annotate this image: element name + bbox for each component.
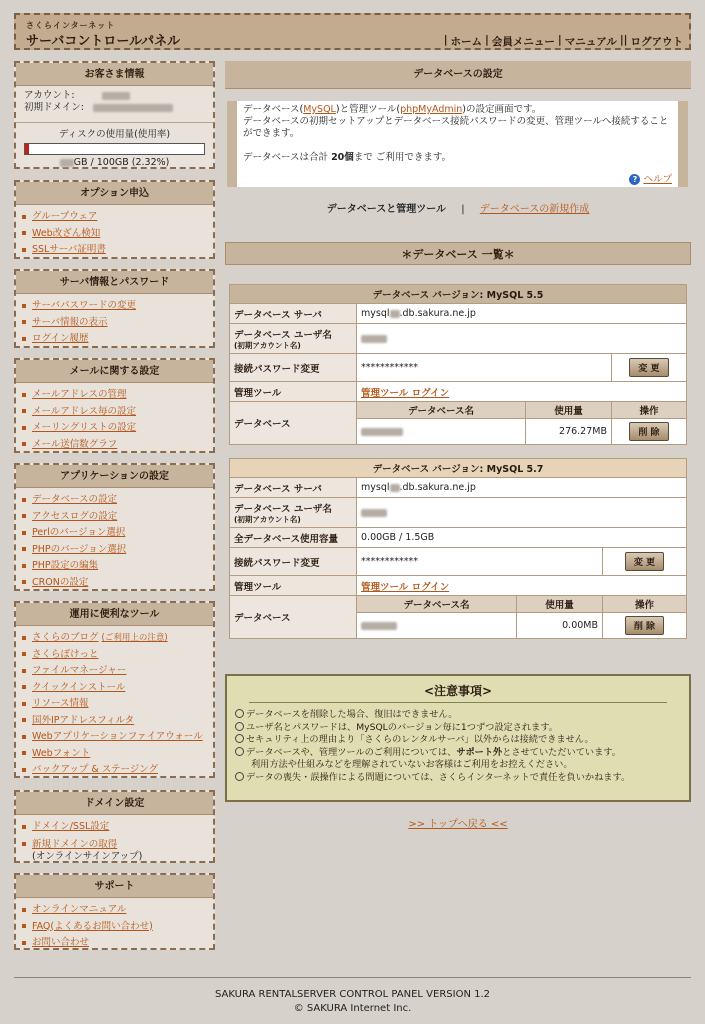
sidebar-item-resource-info[interactable]: リソース情報 bbox=[22, 696, 208, 713]
disk-usage-text: GB / 100GB (2.32%) bbox=[73, 157, 170, 168]
mail-settings-box bbox=[14, 358, 215, 453]
notice-item: データベースを削除した場合、復旧はできません。 bbox=[235, 709, 681, 722]
sidebar-item-waf[interactable]: Webアプリケーションファイアウォール bbox=[22, 729, 208, 746]
db57-pw-label: 接続パスワード変更 bbox=[230, 548, 357, 576]
db57-db-label: データベース bbox=[230, 596, 357, 639]
db55-db-label: データベース bbox=[230, 402, 357, 445]
help-link[interactable]: ? ヘルプ bbox=[629, 174, 672, 186]
phpmyadmin-link[interactable]: phpMyAdmin bbox=[400, 104, 463, 115]
sidebar-item-server-info[interactable]: サーバ情報の表示 bbox=[22, 315, 208, 332]
db55-user-value bbox=[361, 335, 387, 343]
sidebar-item-login-history[interactable]: ログイン履歴 bbox=[22, 331, 208, 348]
tab-db-tools[interactable]: データベースと管理ツール bbox=[326, 204, 447, 215]
db55-tool-label: 管理ツール bbox=[230, 382, 357, 402]
db-table-mysql57: データベース バージョン: MySQL 5.7 データベース サーバ mysql .db.sakura.ne.jp データベース ユーザ名 (初期アカウント名) 全データベース使用容量 0.00GB / 1.5GB 接続パスワード変更 ************ 変 更 管理ツール 管理ツール ログイン データベース データベース名 使用量 操作 0.00MB 削 除 bbox=[229, 458, 687, 639]
footer-copyright: © SAKURA Internet Inc. bbox=[293, 1003, 412, 1014]
db57-col-usage: 使用量 bbox=[517, 596, 603, 613]
sidebar-item-ip-filter[interactable]: 国外IPアドレスフィルタ bbox=[22, 713, 208, 730]
disk-usage-fill bbox=[25, 144, 29, 154]
notice-item: データの喪失・誤操作による問題については、さくらインターネットで責任を負いかねます。 bbox=[235, 772, 681, 785]
db-count: 20個 bbox=[331, 152, 354, 163]
sidebar-item-new-domain[interactable]: 新規ドメインの取得 (オンラインサインアップ) bbox=[22, 836, 208, 862]
sidebar-item-file-manager[interactable]: ファイルマネージャー bbox=[22, 663, 208, 680]
domain-settings-box bbox=[14, 790, 215, 863]
intro-panel: データベース(MySQL)と管理ツール(phpMyAdmin)の設定画面です。 データベースの初期セットアップとデータベース接続パスワードの変更、管理ツールへ接続することができます。 データベースは合計 20個まで ご利用できます。 ? ヘルプ bbox=[227, 101, 688, 187]
domain-value bbox=[93, 104, 173, 112]
db55-pw-value: ************ bbox=[357, 354, 612, 382]
db57-total-value: 0.00GB / 1.5GB bbox=[357, 528, 687, 548]
db57-user-label: データベース ユーザ名 bbox=[234, 504, 332, 515]
support-box bbox=[14, 873, 215, 950]
sidebar-item-server-password[interactable]: サーバパスワードの変更 bbox=[22, 298, 208, 315]
notice-item: セキュリティ上の理由より「さくらのレンタルサーバ」以外からは接続できません。 bbox=[235, 734, 681, 747]
sidebar-item-php-version[interactable]: PHPのバージョン選択 bbox=[22, 542, 208, 559]
db57-tool-label: 管理ツール bbox=[230, 576, 357, 596]
db57-col-op: 操作 bbox=[603, 596, 687, 613]
notice-box bbox=[225, 674, 691, 802]
logo-title: サーバコントロールパネル bbox=[26, 34, 181, 49]
db55-col-name: データベース名 bbox=[357, 402, 526, 419]
info-icon bbox=[235, 709, 244, 718]
sidebar-item-faq[interactable]: FAQ(よくあるお問い合わせ) bbox=[22, 919, 208, 936]
db57-usage: 0.00MB bbox=[517, 613, 603, 639]
sidebar-item-mail-address[interactable]: メールアドレスの管理 bbox=[22, 387, 208, 404]
options-box bbox=[14, 180, 215, 259]
info-icon bbox=[235, 734, 244, 743]
sidebar-item-web-tamper[interactable]: Web改ざん検知 bbox=[22, 226, 208, 243]
db55-pw-label: 接続パスワード変更 bbox=[230, 354, 357, 382]
db57-pw-value: ************ bbox=[357, 548, 603, 576]
db57-col-name: データベース名 bbox=[357, 596, 517, 613]
options-title: オプション申込 bbox=[16, 182, 213, 205]
sidebar-item-pocket[interactable]: さくらぽけっと bbox=[22, 647, 208, 664]
nav-member-menu[interactable]: 会員メニュー bbox=[491, 36, 555, 48]
top-nav: | ホーム | 会員メニュー | マニュアル || ログアウト bbox=[443, 34, 683, 48]
sidebar-item-php-settings[interactable]: PHP設定の編集 bbox=[22, 558, 208, 575]
db55-tool-login-link[interactable]: 管理ツール ログイン bbox=[361, 387, 450, 399]
db-list-title: ＊データベース 一覧＊ bbox=[225, 242, 691, 265]
tools-title: 運用に便利なツール bbox=[16, 603, 213, 626]
db57-tool-login-link[interactable]: 管理ツール ログイン bbox=[361, 581, 450, 593]
sidebar-item-mail-per-address[interactable]: メールアドレス毎の設定 bbox=[22, 404, 208, 421]
blog-note-link[interactable]: (ご利用上の注意) bbox=[101, 633, 168, 643]
sidebar-item-backup[interactable]: バックアップ & ステージング bbox=[22, 762, 208, 779]
sidebar-item-domain-ssl[interactable]: ドメイン/SSL設定 bbox=[22, 819, 208, 836]
db57-change-button[interactable]: 変 更 bbox=[625, 552, 664, 571]
account-label: アカウント: bbox=[24, 90, 75, 101]
sidebar-item-database[interactable]: データベースの設定 bbox=[22, 492, 208, 509]
disk-usage-label: ディスクの使用量(使用率) bbox=[16, 122, 213, 140]
sidebar-item-cron[interactable]: CRONの設定 bbox=[22, 575, 208, 592]
footer bbox=[14, 977, 691, 1016]
db55-server-value: .db.sakura.ne.jp bbox=[399, 308, 476, 319]
customer-info-box bbox=[14, 61, 215, 169]
app-settings-box bbox=[14, 463, 215, 591]
sub-tabs: データベースと管理ツール | データベースの新規作成 bbox=[326, 204, 590, 215]
db57-delete-button[interactable]: 削 除 bbox=[625, 616, 664, 635]
customer-info-title: お客さま情報 bbox=[16, 63, 213, 86]
info-icon bbox=[235, 747, 244, 756]
db57-server-label: データベース サーバ bbox=[230, 478, 357, 498]
sidebar-item-web-font[interactable]: Webフォント bbox=[22, 746, 208, 763]
signup-note: (オンラインサインアップ) bbox=[32, 850, 143, 862]
server-info-title: サーバ情報とパスワード bbox=[16, 271, 213, 294]
info-icon bbox=[235, 722, 244, 731]
sidebar-item-ssl-cert[interactable]: SSLサーバ証明書 bbox=[22, 242, 208, 259]
sidebar-item-mailing-list[interactable]: メーリングリストの設定 bbox=[22, 420, 208, 437]
domain-settings-title: ドメイン設定 bbox=[16, 792, 213, 815]
notice-title: <注意事項> bbox=[249, 682, 667, 703]
sidebar-item-online-manual[interactable]: オンラインマニュアル bbox=[22, 902, 208, 919]
help-icon: ? bbox=[629, 174, 640, 185]
disk-usage-bar bbox=[24, 143, 205, 155]
mail-settings-title: メールに関する設定 bbox=[16, 360, 213, 383]
db55-server-label: データベース サーバ bbox=[230, 304, 357, 324]
back-to-top-link[interactable]: >> トップへ戻る << bbox=[408, 819, 508, 830]
db55-change-button[interactable]: 変 更 bbox=[629, 358, 668, 377]
app-settings-title: アプリケーションの設定 bbox=[16, 465, 213, 488]
page-title: データベースの設定 bbox=[225, 61, 691, 89]
header bbox=[14, 13, 691, 50]
footer-version: SAKURA RENTALSERVER CONTROL PANEL VERSION 1.2 bbox=[214, 989, 491, 1000]
sidebar-item-quick-install[interactable]: クイックインストール bbox=[22, 680, 208, 697]
db55-col-usage: 使用量 bbox=[526, 402, 612, 419]
tab-db-create[interactable]: データベースの新規作成 bbox=[479, 204, 590, 215]
account-value bbox=[102, 92, 130, 100]
db55-user-label: データベース ユーザ名 bbox=[234, 330, 332, 341]
sidebar-item-access-log[interactable]: アクセスログの設定 bbox=[22, 509, 208, 526]
notice-item: データベースや、管理ツールのご利用については、サポート外とさせていただいています。 利用方法や仕組みなどを理解されていないお客様はご利用をお控えください。 bbox=[235, 747, 681, 772]
db55-col-op: 操作 bbox=[612, 402, 687, 419]
db57-total-label: 全データベース使用容量 bbox=[230, 528, 357, 548]
tools-box bbox=[14, 601, 215, 778]
sidebar-item-blog[interactable]: さくらのブログ (ご利用上の注意) bbox=[22, 630, 208, 647]
support-title: サポート bbox=[16, 875, 213, 898]
logo-subtitle: さくらインターネット bbox=[26, 21, 116, 30]
sidebar-item-mail-graph[interactable]: メール送信数グラフ bbox=[22, 437, 208, 454]
db55-delete-button[interactable]: 削 除 bbox=[629, 422, 668, 441]
info-icon bbox=[235, 772, 244, 781]
db57-server-value: .db.sakura.ne.jp bbox=[399, 482, 476, 493]
nav-logout[interactable]: ログアウト bbox=[630, 36, 683, 48]
db55-usage: 276.27MB bbox=[526, 419, 612, 445]
db55-caption: データベース バージョン: MySQL 5.5 bbox=[230, 285, 687, 304]
db-table-mysql55: データベース バージョン: MySQL 5.5 データベース サーバ mysql .db.sakura.ne.jp データベース ユーザ名 (初期アカウント名) 接続パスワード変更 ************ 変 更 管理ツール 管理ツール ログイン データベース データベース名 使用量 操作 276.27MB 削 除 bbox=[229, 284, 687, 445]
sidebar-item-perl-version[interactable]: Perlのバージョン選択 bbox=[22, 525, 208, 542]
nav-manual[interactable]: マニュアル bbox=[564, 36, 617, 48]
sidebar-item-contact[interactable]: お問い合わせ bbox=[22, 935, 208, 952]
intro-line2: データベースの初期セットアップとデータベース接続パスワードの変更、管理ツールへ接続することができます。 bbox=[243, 116, 669, 139]
db57-caption: データベース バージョン: MySQL 5.7 bbox=[230, 459, 687, 478]
server-info-box bbox=[14, 269, 215, 348]
notice-item: ユーザ名とパスワードは、MySQLのバージョン毎に1つずつ設定されます。 bbox=[235, 722, 681, 735]
db57-db-name bbox=[361, 622, 397, 630]
sidebar-item-groupware[interactable]: グループウェア bbox=[22, 209, 208, 226]
nav-home[interactable]: ホーム bbox=[450, 36, 483, 48]
mysql-link[interactable]: MySQL bbox=[303, 104, 336, 115]
domain-label: 初期ドメイン: bbox=[24, 102, 84, 113]
db57-user-value bbox=[361, 509, 387, 517]
db55-db-name bbox=[361, 428, 403, 436]
